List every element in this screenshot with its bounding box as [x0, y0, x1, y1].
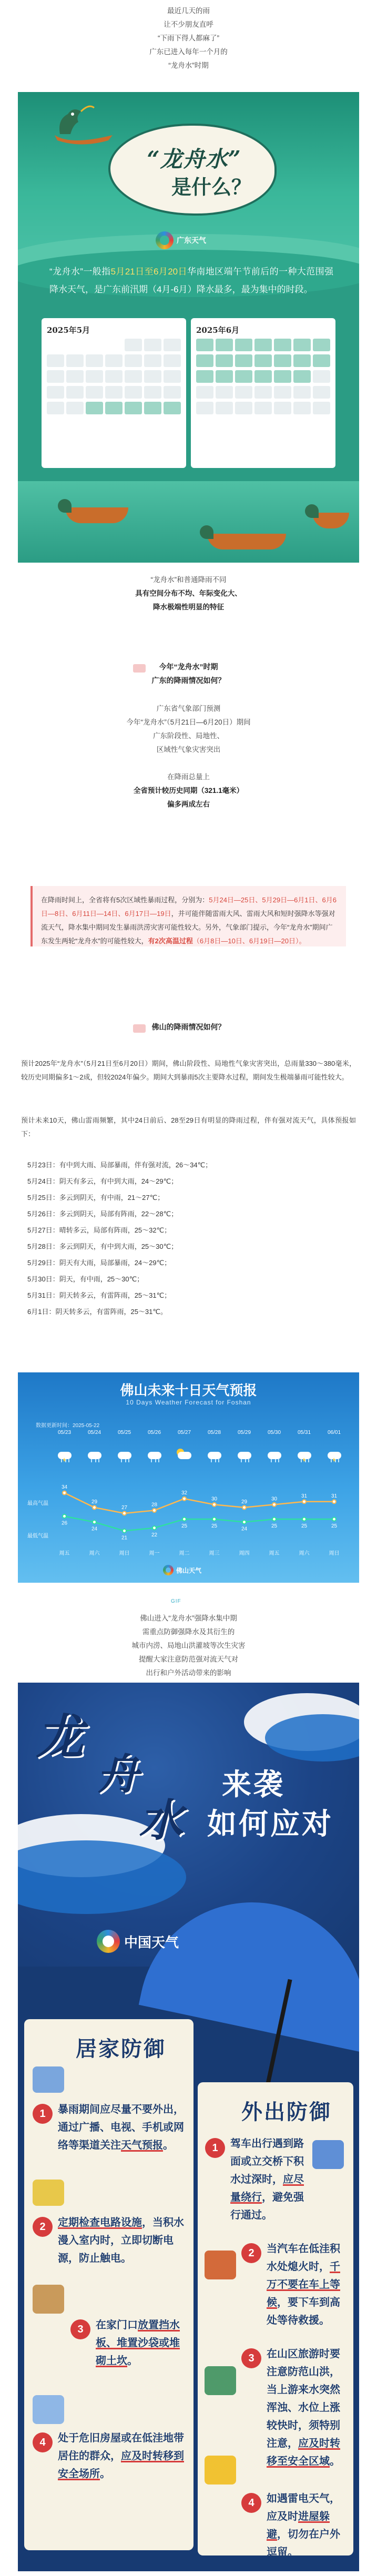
dragon-boat-icon	[65, 507, 128, 523]
feature-text	[0, 573, 377, 614]
calendar-day-cell	[164, 354, 181, 367]
spacer	[0, 757, 377, 770]
home-tip-3	[70, 2316, 186, 2370]
data-point	[302, 1500, 306, 1503]
text-line: 广东阶段性、局地性、	[153, 732, 224, 740]
calendar-day-cell	[313, 370, 330, 383]
calendar-day-cell	[274, 370, 291, 383]
tip-text-underline: 进屋躲避	[267, 2511, 330, 2540]
data-label: 25	[331, 1523, 338, 1530]
forecast-weekday: 周日	[329, 1551, 340, 1556]
plug-icon	[33, 2180, 64, 2206]
data-label: 26	[61, 1520, 68, 1526]
data-point	[152, 1526, 156, 1530]
forecast-dates	[49, 1429, 349, 1437]
desc-highlight: 5月21日至6月20日	[110, 267, 187, 277]
tip-number: 4	[241, 2493, 261, 2513]
tip-number: 3	[70, 2319, 90, 2339]
calendar-day-cell	[216, 386, 233, 399]
data-label: 29	[241, 1499, 248, 1505]
tv-icon	[33, 2066, 64, 2093]
calendar-day-cell	[144, 339, 161, 351]
data-label: 27	[121, 1505, 128, 1511]
forecast-date: 05/25	[117, 1430, 131, 1435]
data-label: 29	[91, 1499, 98, 1505]
text-line: 具有空间分布不均、年际变化大、	[135, 589, 242, 597]
calendar-day-cell	[216, 370, 233, 383]
outdoor-tip-3	[241, 2345, 349, 2470]
tip-text-part: ，切勿在户外逗留。	[267, 2529, 340, 2558]
foshan-forecast-intro: 预计未来10天，佛山雷雨频繁，其中24日前后、28至29日有明显的降雨过程，伴有强对流天气，具体预报如下：	[21, 1116, 356, 1138]
box-highlight: 有2次高温过程	[148, 937, 193, 945]
calendar-day-cell	[105, 402, 123, 414]
list-item: 5月28日：多云到阴天，有中到大雨，25～30℃；	[27, 1243, 178, 1250]
box-text: ，并可能伴随雷雨大风、雷雨大风和短时强降水等强对流天气，降水集中期同发生暴雨洪涝灾害可能性较大。另外，气象部门提示，今年“龙舟水”期间广东发生两轮“龙舟水”的可能性较大，	[41, 910, 335, 945]
calendar-day-cell	[125, 370, 142, 383]
list-item: 5月24日：阴天有多云，有中到大雨，24～29℃；	[27, 1177, 178, 1185]
data-label: 25	[301, 1523, 308, 1530]
sun-cloud-weather-icon	[176, 1449, 193, 1462]
guangdong-weather-logo	[156, 230, 224, 251]
calendar-day-cell	[47, 354, 64, 367]
tip-text-part: 。	[163, 2140, 174, 2151]
calendar-day-cell	[196, 370, 213, 383]
tip-number: 3	[241, 2348, 261, 2368]
tip-text	[96, 2316, 186, 2370]
list-item: 5月27日：晴转多云，局部有阵雨，25～32℃；	[27, 1226, 171, 1234]
tip-text-part: ，要下车到高处等待救援。	[267, 2297, 340, 2326]
poster-title-char: 龙	[36, 1709, 84, 1765]
data-point	[212, 1518, 216, 1521]
calendar-day-cell	[196, 402, 213, 414]
logo-text: 中国天气	[124, 1934, 179, 1950]
text-line: 广东省气象部门预测	[156, 705, 221, 712]
calendar-day-cell	[196, 354, 213, 367]
text-line: 城市内涝、局地山洪灌坡等次生灾害	[131, 1642, 246, 1650]
data-label: 25	[271, 1523, 278, 1530]
calendar-blank-cell	[86, 339, 103, 351]
data-label: 31	[331, 1493, 338, 1499]
forecast-weekday: 周六	[89, 1551, 100, 1556]
calendar-day-cell	[144, 370, 161, 383]
calendar-day-cell	[66, 354, 84, 367]
data-point	[242, 1505, 246, 1509]
rain-weather-icon	[206, 1449, 223, 1462]
weather-logo-icon	[97, 1930, 120, 1953]
tip-number: 2	[241, 2243, 261, 2263]
poster-bottom-waves	[18, 481, 359, 563]
calendar-day-cell	[196, 339, 213, 351]
desc-text: 华南地区端午节前后的一种大范围强降水天气，是广东前汛期（4月-6月）降水最多，最为集中的时段。	[49, 267, 334, 294]
data-point	[272, 1503, 276, 1506]
home-tip-4	[33, 2429, 185, 2483]
forecast-weekdays	[49, 1549, 349, 1556]
rain-weather-icon	[86, 1449, 104, 1462]
forecast-subtitle: 10 Days Weather Forecast for Foshan	[126, 1399, 251, 1406]
tip-text-part: 。	[127, 2355, 138, 2367]
data-label: 25	[181, 1523, 188, 1530]
calendar-day-cell	[125, 386, 142, 399]
tip-text-part: 处于危旧房屋或在低洼地带居住的群众，	[58, 2432, 184, 2462]
calendar-day-cell	[86, 354, 103, 367]
logo-text: 佛山天气	[176, 1566, 202, 1574]
home-defense-title: 居家防御	[76, 2038, 166, 2061]
calendar-day-cell	[254, 370, 272, 383]
section-title-decoration	[149, 1020, 229, 1034]
calendar-day-cell	[216, 354, 233, 367]
data-point	[302, 1518, 306, 1521]
tip-text-underline: 放置挡水板、堆置沙袋或堆砌土坎	[96, 2319, 180, 2367]
calendar-day-cell	[105, 354, 123, 367]
tip-text-part: 暴雨期间应尽量不要外出，通过广播、电视、手机或网络等渠道关注	[58, 2104, 184, 2151]
outdoor-tip-2	[241, 2240, 349, 2329]
ten-day-forecast	[18, 1372, 359, 1583]
tip-number: 1	[33, 2104, 53, 2124]
data-label: 32	[181, 1490, 188, 1496]
tip-text	[58, 2429, 185, 2483]
calendar-grid	[47, 339, 181, 414]
forecast-date: 05/31	[297, 1430, 311, 1435]
calendar-day-cell	[66, 370, 84, 383]
data-point	[272, 1518, 276, 1521]
tip-text-part: ，当积水漫入室内时，立即切断电源，防止触电。	[58, 2217, 184, 2264]
calendar-day-cell	[86, 370, 103, 383]
tip-text	[58, 2214, 185, 2267]
text-line: 今年“龙舟水”（5月21日—6月20日）期间	[126, 718, 251, 726]
poster-title-ruhe: 如何应对	[207, 1807, 333, 1840]
series-line-high	[65, 1493, 334, 1513]
gif-badge: GIF	[171, 1598, 181, 1604]
calendar-day-cell	[293, 354, 311, 367]
home-tip-2	[33, 2214, 185, 2267]
list-item: 5月23日：有中到大雨、局部暴雨，伴有强对流，26～34℃；	[27, 1161, 212, 1169]
storm-weather-icon	[325, 1449, 343, 1462]
foshan-weather-logo	[163, 1563, 221, 1577]
calendar-may	[42, 318, 186, 468]
tip-text	[230, 2135, 310, 2224]
tip-text-part: 。	[100, 2468, 110, 2480]
dragon-boat-icon	[207, 534, 286, 549]
calendar-day-cell	[235, 402, 252, 414]
calendar-day-cell	[144, 386, 161, 399]
outdoor-tip-1	[205, 2135, 310, 2224]
calendar-day-cell	[293, 402, 311, 414]
text-line: 佛山进入“龙舟水”强降水集中期	[140, 1614, 237, 1622]
weather-logo-icon	[156, 231, 174, 249]
data-point	[93, 1505, 96, 1509]
list-item: 5月29日：阴天有大雨，局部暴雨，24～29℃；	[27, 1259, 171, 1267]
text-line: 全省预计较历史同期（321.1毫米）	[133, 787, 244, 795]
legend-high: 最高气温	[27, 1501, 48, 1506]
list-item: 5月30日：阴天，有中雨，25～30℃；	[27, 1275, 144, 1283]
section-title-line: 今年“龙舟水”时期	[159, 663, 218, 671]
calendar-day-cell	[313, 402, 330, 414]
calendar-day-cell	[313, 386, 330, 399]
poster-title-char: 水	[139, 1794, 184, 1846]
calendar-day-cell	[313, 354, 330, 367]
calendar-day-cell	[144, 402, 161, 414]
text-line: 偏多两成左右	[167, 800, 210, 808]
tip-text-underline: 应尽量绕行	[230, 2174, 304, 2203]
calendar-day-cell	[164, 402, 181, 414]
calendar-day-cell	[66, 386, 84, 399]
forecast-weekday: 周日	[119, 1551, 130, 1556]
tip-text-part: ，避免强行通过。	[230, 2192, 304, 2221]
storm-weather-icon	[296, 1449, 313, 1462]
calendar-day-cell	[125, 339, 142, 351]
intro-line: “龙舟水”时期	[168, 62, 209, 69]
poster-description	[49, 263, 333, 299]
calendar-day-cell	[86, 386, 103, 399]
calendar-title: 2025年5月	[47, 325, 90, 335]
section-title-decoration	[149, 660, 229, 687]
house-icon	[33, 2395, 64, 2424]
data-point	[212, 1503, 216, 1506]
data-label: 30	[211, 1496, 218, 1502]
calendar-grid	[196, 339, 330, 414]
calendar-day-cell	[313, 339, 330, 351]
cloud-rain-weather-icon	[146, 1449, 164, 1462]
poster-title: “龙舟水”	[147, 146, 241, 172]
text-line: 降水极端性明显的特征	[153, 603, 224, 611]
text-line: 在降雨总量上	[167, 773, 210, 781]
forecast-date: 05/26	[147, 1430, 161, 1435]
calendar-day-cell	[235, 386, 252, 399]
forecast-weekday: 周五	[269, 1551, 280, 1556]
text-line: 区域性气象灾害突出	[156, 746, 221, 754]
data-point	[332, 1518, 336, 1521]
forecast-weekday: 周四	[239, 1551, 250, 1556]
data-label: 22	[151, 1532, 158, 1538]
intro-line: 广东已进入每年一个月的	[149, 48, 228, 56]
forecast-weekday: 周五	[59, 1551, 70, 1556]
data-point	[123, 1529, 126, 1533]
tip-text-part: 在家门口	[96, 2319, 138, 2331]
tip-text-underline: 定期检查电路设施	[58, 2217, 142, 2228]
tip-number: 4	[33, 2432, 53, 2452]
china-weather-logo	[97, 1930, 179, 1953]
calendar-day-cell	[274, 354, 291, 367]
poster-title-char: 舟	[97, 1749, 139, 1799]
daily-forecast-list	[27, 1157, 343, 1320]
section-title-line: 广东的降雨情况如何？	[151, 676, 226, 685]
text-line: 提醒大家注意防范强对流天气对	[139, 1655, 238, 1663]
forecast-date: 06/01	[327, 1430, 341, 1435]
tip-text-part: 当汽车在低洼积水处熄火时，	[267, 2243, 340, 2273]
forecast-weekday: 周六	[299, 1551, 310, 1556]
calendar-day-cell	[105, 370, 123, 383]
tip-text	[267, 2240, 349, 2329]
data-point	[93, 1520, 96, 1524]
section-title-guangdong	[0, 660, 377, 687]
calendar-day-cell	[254, 386, 272, 399]
foshan-summary: 预计2025年“龙舟水”（5月21日至6月20日）期间，佛山阶段性、局地性气象灾害突出，总雨量330～380毫米，较历史同期偏多1～2成，但较2024年偏少。期间大到暴雨5次主要降水过程，期间发生极端暴雨可能性较大。	[21, 1060, 356, 1081]
data-point	[123, 1512, 126, 1515]
tip-text	[267, 2490, 349, 2561]
calendar-day-cell	[164, 370, 181, 383]
calendar-blank-cell	[105, 339, 123, 351]
calendar-day-cell	[235, 370, 252, 383]
calendar-day-cell	[293, 339, 311, 351]
forecast-date: 05/23	[57, 1430, 72, 1435]
box-highlight: 5月24日—25日、5月29日—6月1日、6月6日—8日、6月11日—14日、6月17日—19日	[41, 896, 337, 918]
calendar-day-cell	[164, 386, 181, 399]
outdoor-tip-4	[241, 2490, 349, 2561]
data-point	[242, 1520, 246, 1524]
tip-text-underline: 千万不要在车上等候	[267, 2261, 340, 2308]
calendar-day-cell	[47, 386, 64, 399]
series-line-low	[65, 1516, 334, 1531]
calendar-day-cell	[254, 339, 272, 351]
forecast-weekday: 周二	[179, 1551, 190, 1556]
forecast-date: 05/29	[237, 1430, 251, 1435]
list-item: 6月1日：阴天转多云，有雷阵雨，25～31℃。	[27, 1308, 167, 1316]
forecast-date: 05/27	[177, 1430, 191, 1435]
data-label: 28	[151, 1502, 158, 1508]
data-label: 31	[301, 1493, 308, 1499]
rain-weather-icon	[116, 1449, 134, 1462]
forecast-weekday: 周一	[149, 1551, 160, 1556]
tip-text-underline: 应及时转移至安全区域	[267, 2438, 340, 2467]
outdoor-defense-title: 外出防御	[241, 2101, 332, 2124]
tip-text-part: 。	[330, 2456, 340, 2467]
tip-text	[58, 2101, 185, 2154]
calendar-day-cell	[254, 402, 272, 414]
desc-text: “龙舟水”一般指	[49, 267, 111, 277]
calendar-day-cell	[86, 402, 103, 414]
forecast-date: 05/28	[207, 1430, 221, 1435]
defense-poster	[18, 1683, 359, 2571]
list-item: 5月25日：多云到阴天，有中雨，21～27℃；	[27, 1194, 165, 1202]
rain-timeline-box	[30, 886, 346, 946]
data-point	[152, 1509, 156, 1512]
tip-number: 2	[33, 2217, 53, 2237]
data-label: 34	[61, 1484, 68, 1491]
forecast-date: 05/30	[267, 1430, 281, 1435]
data-point	[63, 1514, 66, 1518]
calendar-day-cell	[293, 370, 311, 383]
rain-weather-icon	[236, 1449, 253, 1462]
mountain-icon	[205, 2366, 236, 2395]
storm-weather-icon	[56, 1449, 74, 1462]
calendar-blank-cell	[66, 339, 84, 351]
tip-text-part: 在山区旅游时要注意防范山洪，当上游来水突然浑浊、水位上涨较快时，须特别注意，	[267, 2348, 340, 2449]
weather-logo-icon	[163, 1565, 174, 1575]
list-item: 5月31日：阴天转多云，有雷阵雨，25～31℃；	[27, 1291, 171, 1299]
home-tip-1	[33, 2101, 185, 2154]
car-icon	[312, 2140, 344, 2169]
data-label: 24	[91, 1526, 98, 1532]
text-line: “龙舟水”和普通降雨不同	[150, 576, 227, 584]
poster-subtitle: 是什么？	[171, 176, 251, 199]
calendar-day-cell	[125, 354, 142, 367]
temperature-chart	[18, 1478, 359, 1546]
longzhoushui-poster	[18, 92, 359, 563]
data-point	[182, 1497, 186, 1501]
data-label: 30	[271, 1496, 278, 1502]
tip-number: 1	[205, 2138, 225, 2158]
tip-text-underline: 天气预报	[121, 2140, 163, 2151]
calendar-day-cell	[274, 402, 291, 414]
box-text: 在降雨时间上，全省将有5次区域性暴雨过程，分别为：	[41, 896, 209, 904]
calendar-day-cell	[66, 402, 84, 414]
advice-text	[0, 1612, 377, 1680]
flooded-car-icon	[205, 2251, 236, 2279]
calendar-title: 2025年6月	[196, 325, 240, 335]
calendar-blank-cell	[47, 339, 64, 351]
calendar-day-cell	[164, 339, 181, 351]
poster-title-laixi: 来袭	[222, 1768, 285, 1801]
box-highlight: （6月8日—10日、6月19日—20日）。	[192, 937, 306, 945]
guangdong-forecast-text	[0, 702, 377, 811]
forecast-update-time: 数据更新时间：2025-05-22	[36, 1423, 100, 1429]
text-line: 需重点防御强降水及其衍生的	[142, 1628, 235, 1636]
rain-weather-icon	[266, 1449, 283, 1462]
calendar-day-cell	[274, 339, 291, 351]
calendar-day-cell	[274, 386, 291, 399]
intro-line: “下雨下得人都麻了”	[158, 34, 219, 42]
calendar-day-cell	[235, 354, 252, 367]
calendar-june	[191, 318, 335, 468]
tip-text	[267, 2345, 349, 2470]
tip-text-underline: 应及时转移到安全场所	[58, 2450, 184, 2480]
dragon-boat-icon	[49, 98, 118, 148]
sandbag-icon	[33, 2285, 64, 2314]
calendar-day-cell	[196, 386, 213, 399]
data-label: 21	[121, 1535, 128, 1541]
section-title-foshan	[0, 1020, 377, 1034]
forecast-weekday: 周三	[209, 1551, 220, 1556]
calendar-day-cell	[47, 402, 64, 414]
forecast-date: 05/24	[87, 1430, 101, 1435]
data-label: 24	[241, 1526, 248, 1532]
calendar-day-cell	[125, 402, 142, 414]
calendar-day-cell	[216, 402, 233, 414]
intro-line: 最近几天的雨	[167, 7, 210, 15]
tip-text-part: 驾车出行遇到路面或立交桥下积水过深时，	[230, 2138, 304, 2185]
calendar-day-cell	[47, 370, 64, 383]
calendar-day-cell	[144, 354, 161, 367]
data-point	[63, 1491, 66, 1495]
text-line: 出行和户外活动带来的影响	[146, 1669, 231, 1677]
data-label: 25	[211, 1523, 218, 1530]
section-title-line: 佛山的降雨情况如何？	[151, 1023, 226, 1031]
data-point	[332, 1500, 336, 1503]
calendar-day-cell	[216, 339, 233, 351]
intro-text	[0, 0, 377, 92]
calendar-day-cell	[105, 386, 123, 399]
tip-text-part: 如遇雷电天气，应及时	[267, 2493, 340, 2522]
list-item: 5月26日：多云到阴天，局部有阵雨，22～28℃；	[27, 1210, 178, 1218]
forecast-weather-icons	[49, 1449, 349, 1462]
calendar-day-cell	[293, 386, 311, 399]
legend-low: 最低气温	[27, 1533, 48, 1539]
lightning-icon	[205, 2456, 236, 2485]
logo-text: 广东天气	[177, 236, 206, 245]
calendar-day-cell	[254, 354, 272, 367]
forecast-title: 佛山未来十日天气预报	[120, 1382, 257, 1398]
intro-line: 让不少朋友直呼	[164, 21, 213, 28]
data-point	[182, 1518, 186, 1521]
calendar-day-cell	[235, 339, 252, 351]
